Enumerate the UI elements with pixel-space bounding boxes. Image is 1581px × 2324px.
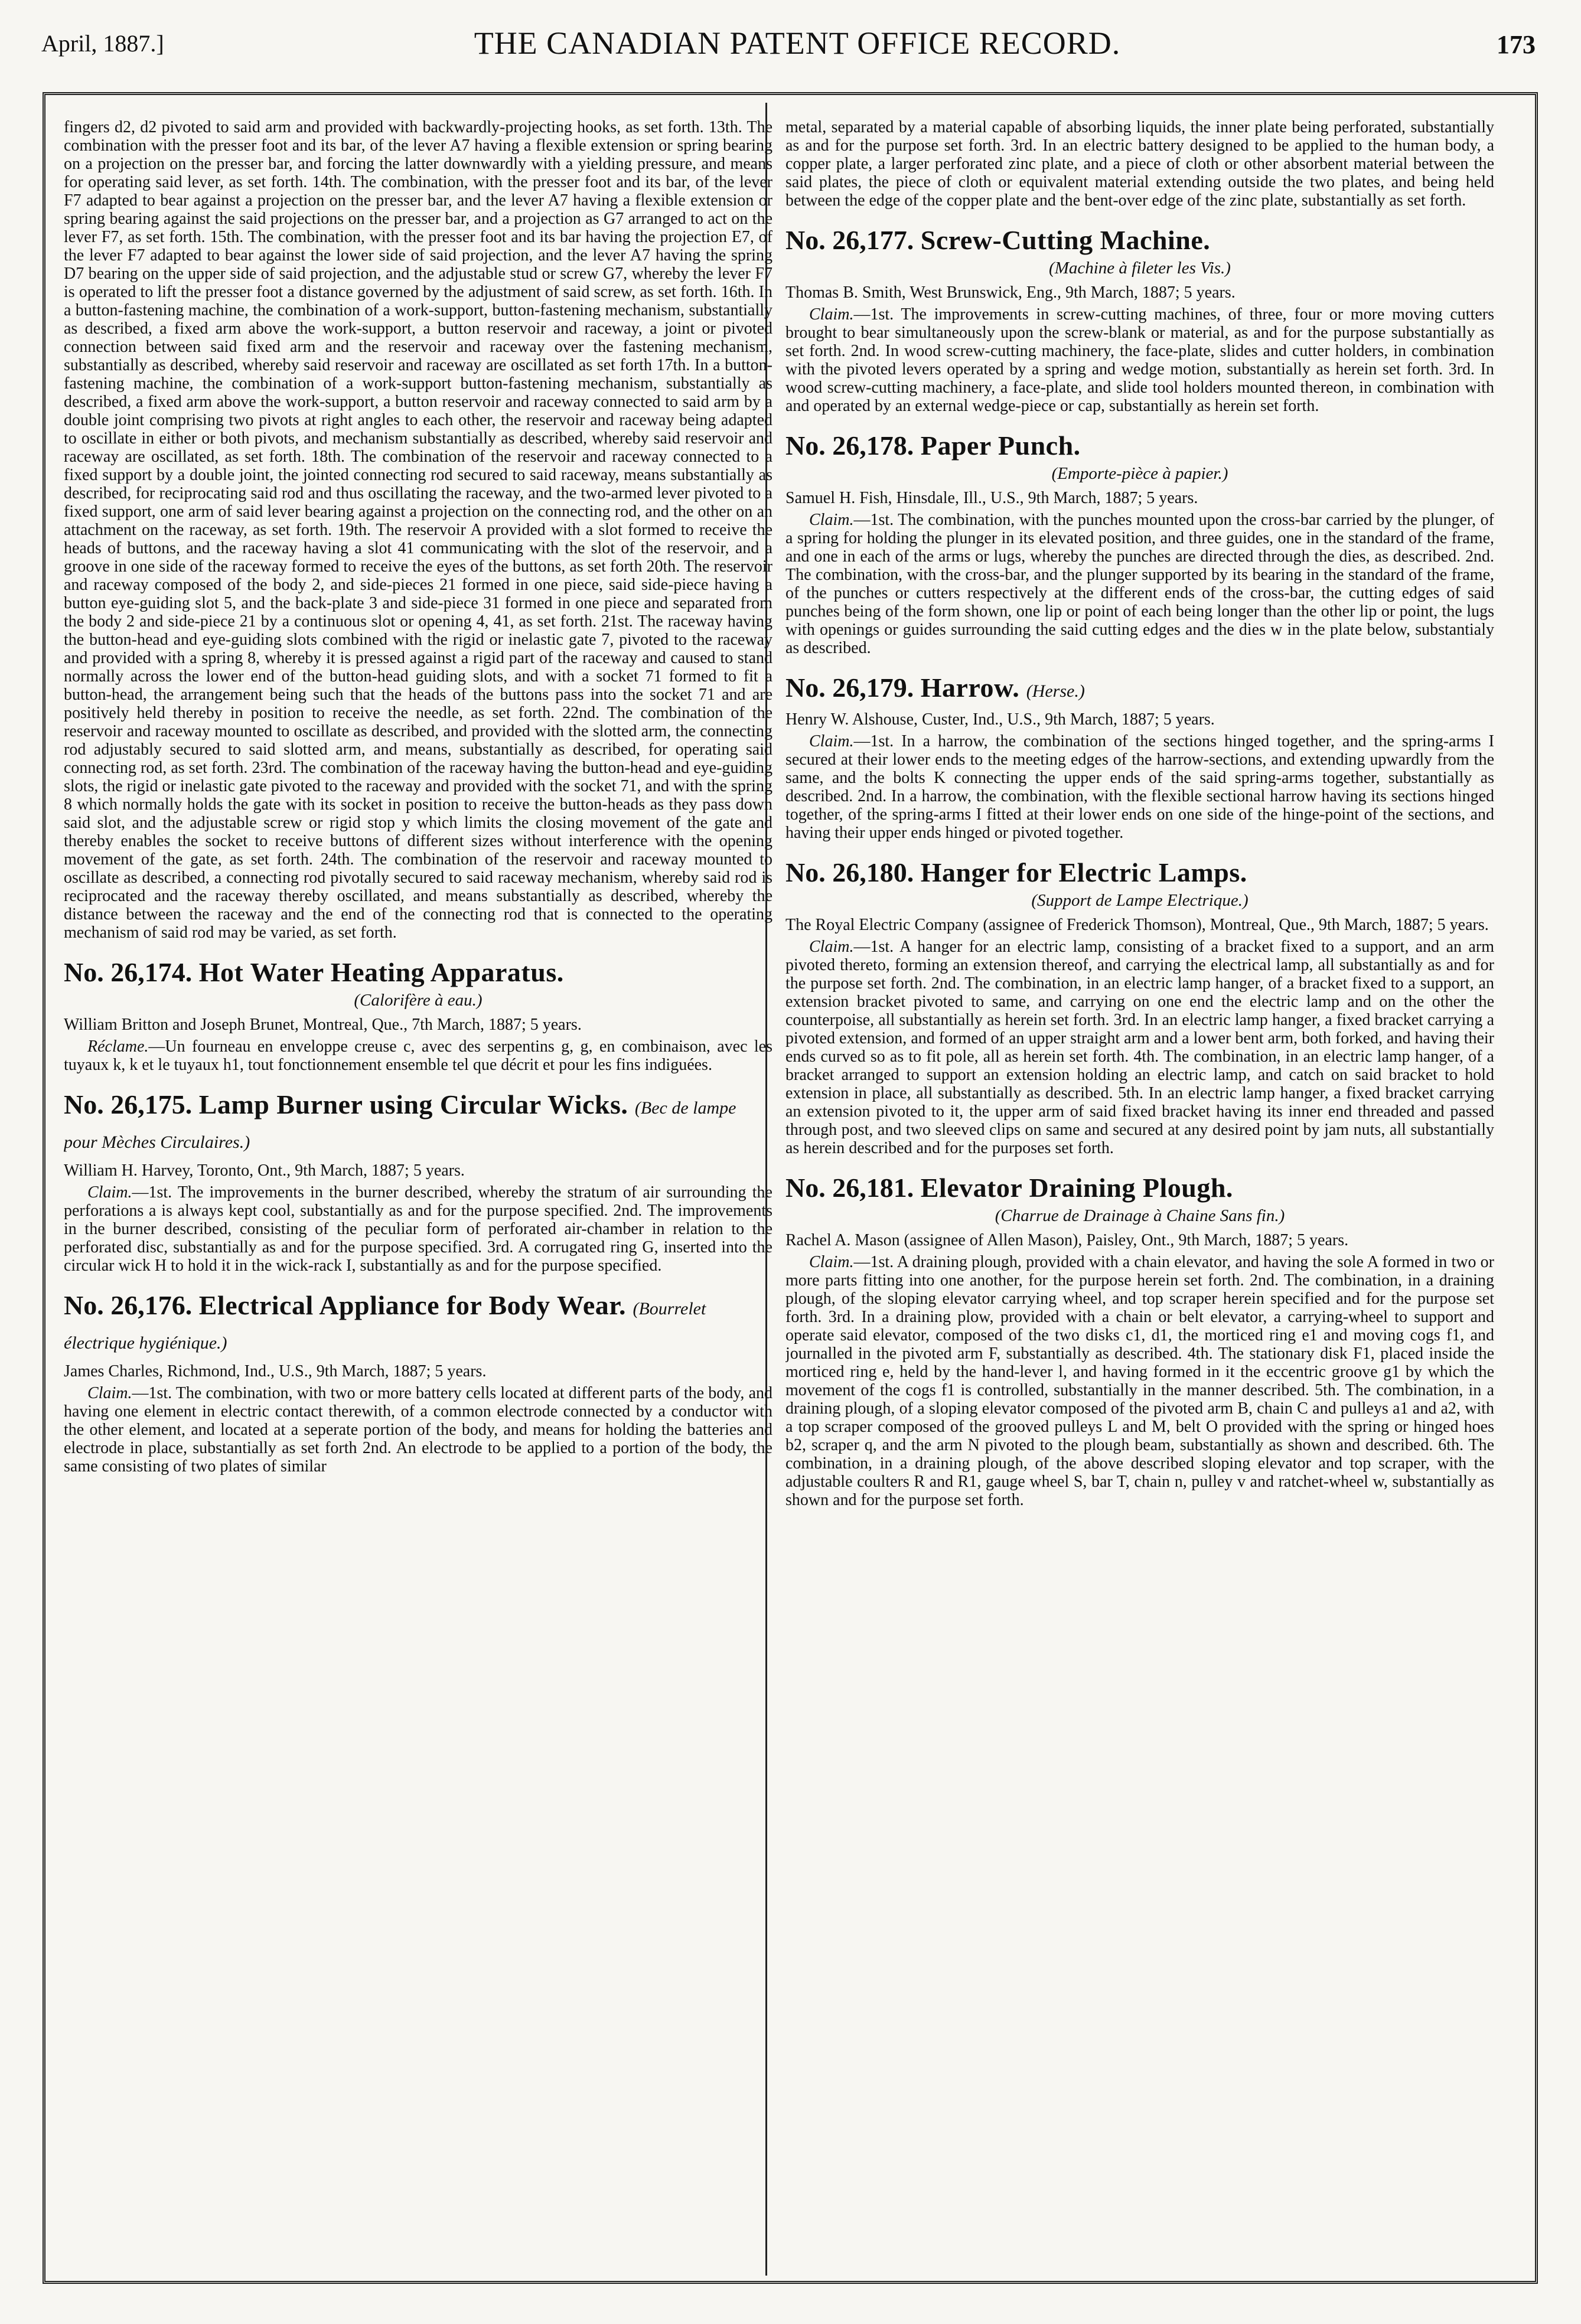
patent-number: No. 26,181. [785, 1173, 914, 1203]
french-title: (Emporte-pièce à papier.) [1051, 464, 1228, 483]
claim-body: —1st. The combination, with two or more battery cells located at different parts of the body, and having one element in electric contact therewith, of a common electrode connected by a conductor with the other element, and located at a seperate portion of the body, and means for holding the batteries and electrode in place, substantially as set forth 2nd. An electrode to be applied to a portion of the body, the same consisting of two plates of similar [64, 1384, 772, 1476]
right-column [785, 118, 1494, 2267]
claim-body: —1st. The improvements in screw-cutting machines, of three, four or more moving cutters brought to bear simultaneously upon the screw-blank or material, as and for the purpose substantially as set forth. 2nd. In wood screw-cutting machinery, the face-plate, slides and cutter holders, in combination with the pivoted levers operated by a spring and wedge motion, substantially as herein set forth. 3rd. In wood screw-cutting machinery, a face-plate, and slide tool holders mounted thereon, in combination with and operated by an external wedge-piece or cap, substantially as herein set forth. [785, 305, 1494, 415]
claim-body: —1st. The combination, with the punches mounted upon the cross-bar carried by the plunger, of a spring for holding the plunger in its elevated position, and three guides, one in the standard of the frame, and one in each of the arms or lugs, whereby the punches are directed through the dies, as described. 2nd. The combination, with the cross-bar, and the plunger supported by its bearing in the standard of the frame, of the punches or cutters respectively at the different ends of the cross-bar, the cutting edges of said punches being of the form shown, one lip or point of each being longer than the other lip or point, the lugs with openings or guides surrounding the said cutting edges and the dies w in the plate below, substantialy as described. [785, 511, 1494, 657]
entry-heading [785, 857, 1494, 888]
claim-label: Claim. [809, 732, 854, 750]
claim-label: Claim. [809, 305, 854, 324]
claim-text [64, 1037, 772, 1074]
patent-title: Hanger for Electric Lamps. [920, 857, 1247, 887]
claim-body: —1st. A hanger for an electric lamp, consisting of a bracket fixed to a support, and an arm pivoted thereto, forming an extension thereof, and carrying the electrical lamp, all substantially as and for the purpose set forth. 2nd. The combination, in an electric lamp hanger, of a bracket fixed to a support, an extension bracket pivoted to same, and carrying on one end the electric lamp and on the other the counterpoise, all substantially as herein set forth. 3rd. In an electric lamp hanger, a fixed bracket carrying a pivoted extension, and formed of an upper straight arm and a lower bent arm, both forked, and having their ends curved so as to fit pole, all as herein set forth. 4th. The combination, in an electric lamp hanger, of a bracket arranged to support an extension holding an electric lamp, and catch on said bracket to hold extension in place, all substantially as described. 5th. In an electric lamp hanger, a fixed bracket carrying an extension pivoted to it, the upper arm of said fixed bracket having its inner end threaded and passed through post, and two sleeved clips on same and secured at any desired point by jam nuts, all substantially as herein described and for the purposes set forth. [785, 938, 1494, 1157]
claim-text [785, 732, 1494, 842]
applicant-info: Thomas B. Smith, West Brunswick, Eng., 9th March, 1887; 5 years. [785, 283, 1236, 302]
page-header [41, 22, 1553, 70]
applicant-info: Henry W. Alshouse, Custer, Ind., U.S., 9th March, 1887; 5 years. [785, 710, 1215, 729]
patent-entry-26181 [785, 1173, 1494, 1509]
patent-entry-26174 [64, 957, 772, 1074]
claim-label: Claim. [87, 1183, 132, 1202]
patent-title: Electrical Appliance for Body Wear. [198, 1290, 626, 1320]
applicant-info: James Charles, Richmond, Ind., U.S., 9th March, 1887; 5 years. [64, 1362, 487, 1380]
publication-title: THE CANADIAN PATENT OFFICE RECORD. [474, 25, 1121, 61]
claim-text [64, 1183, 772, 1275]
patent-title: Lamp Burner using Circular Wicks. [198, 1089, 628, 1119]
claim-text [785, 938, 1494, 1157]
patent-number: No. 26,179. [785, 673, 914, 703]
applicant-info: Samuel H. Fish, Hinsdale, Ill., U.S., 9th March, 1887; 5 years. [785, 489, 1198, 507]
entry-heading [64, 1290, 772, 1359]
continued-claims-text: fingers d2, d2 pivoted to said arm and provided with backwardly-projecting hooks, as set forth. 13th. The combination with the presser foot and its bar, of the lever A7 having a flexible extension or spring bearing on a projection on the presser bar, and forcing the latter downwardly with a yielding pressure, and means for operating said lever, as set forth. 14th. The combination, with the presser foot and its bar, of the lever F7 adapted to bear against a projection on the presser bar, and the lever A7 having a flexible extension or spring bearing against the said projections on the presser bar, and a projection as G7 arranged to act on the lever F7, as set forth. 15th. The combination, with the presser foot and its bar having the projection E7, of the lever F7 adapted to bear against the lower side of said projection, and the lever A7 having the spring D7 bearing on the upper side of said projection, and the adjustable stud or screw G7, whereby the lever F7 is operated to lift the presser foot a distance governed by the adjustment of said screw, as set forth. 16th. In a button-fastening machine, the combination of a work-support, button-fastening mechanism, substantially as described, a fixed arm above the work-support, a button reservoir and raceway, a joint or pivoted connection between said fixed arm and the reservoir and raceway over the fastening mechanism, substantially as described, whereby said reservoir and raceway are oscillated as set forth 17th. In a button-fastening machine, the combination of a work-support button-fastening mechanism, substantially as described, a fixed arm above the work-support, a button reservoir and raceway connected to said arm by a double joint comprising two pivots at right angles to each other, the reservoir and raceway being adapted to oscillate in either or both pivots, and mechanism substantially as described, whereby said reservoir and raceway are oscillated, as set forth. 18th. The combination of the reservoir and raceway connected to a fixed support by a double joint, the jointed connecting rod secured to said raceway, means substantially as described, for reciprocating said rod and thus oscillating the raceway, and the two-armed lever pivoted to a fixed support, one arm of said lever bearing against a projection on the connecting rod, and the other on an attachment on the raceway, as set forth. 19th. The reservoir A provided with a slot formed to receive the heads of buttons, and the raceway having a slot 41 communicating with the slot of the reservoir, and a groove in one side of the raceway formed to receive the eyes of the buttons, as set forth 20th. The reservoir and raceway composed of the body 2, and side-pieces 21 formed in one piece, said side-piece having a button eye-guiding slot 5, and the back-plate 3 and side-piece 31 formed in one piece and separated from the body 2 and side-piece 21 by a continuous slot or opening 4, 41, as set forth. 21st. The raceway having the button-head and eye-guiding slots combined with the rigid or inelastic gate 7, pivoted to the raceway and provided with a spring 8, whereby it is pressed against a rigid part of the raceway and caused to stand normally across the lower end of the button-head guiding slots, and with a socket 71 formed to fit a button-head, the arrangement being such that the heads of the buttons pass into the socket 71 and are positively held thereby in position to receive the needle, as set forth. 22nd. The combination of the reservoir and raceway mounted to oscillate as described, and provided with the slotted arm, the connecting rod adjustably secured to said slotted arm, and means, substantially as described, for operating said connecting rod, as set forth. 23rd. The combination of the raceway having the button-head and eye-guiding slots, the rigid or inelastic gate pivoted to the raceway and provided with the socket 71, and with the spring 8 which normally holds the gate with its socket in position to receive the button-heads as they pass down said slot, and the adjustable screw or rigid stop y which limits the closing movement of the gate and thereby enables the socket to receive buttons of different sizes without interference with the opening movement of the gate, as set forth. 24th. The combination of the reservoir and raceway mounted to oscillate as described, a connecting rod pivotally secured to said raceway mechanism, whereby said rod is reciprocated and the raceway thereby oscillated, and means substantially as described, whereby the distance between the raceway and the end of the connecting rod that is connected to the operating mechanism of said rod may be varied, as set forth. [64, 118, 772, 942]
entry-heading [785, 673, 1494, 707]
patent-number: No. 26,176. [64, 1290, 193, 1320]
patent-title: Screw-Cutting Machine. [920, 225, 1211, 255]
claim-body: —Un fourneau en enveloppe creuse c, avec des serpentins g, g, en combinaison, avec les tuyaux k, k et le tuyaux h1, tout fonctionnement ensemble tel que décrit et pour les fins indiguées. [64, 1037, 772, 1074]
french-title: (Calorifère à eau.) [354, 991, 483, 1010]
left-column [64, 118, 772, 2267]
patent-number: No. 26,178. [785, 430, 914, 461]
issue-date: April, 1887.] [41, 30, 164, 57]
patent-number: No. 26,174. [64, 957, 193, 987]
patent-title: Elevator Draining Plough. [920, 1173, 1233, 1203]
claim-text [785, 1253, 1494, 1509]
claim-label: Claim. [87, 1384, 132, 1402]
entry-heading [64, 1089, 772, 1158]
patent-title: Harrow. [920, 673, 1020, 703]
claim-body: —1st. A draining plough, provided with a chain elevator, and having the sole A formed in two or more parts fitting into one another, for the purpose herein set forth. 2nd. The combination, in a draining plough, of the sloping elevator carrying wheel, and top scraper herein specified and for the purpose set forth. 3rd. In a draining plow, provided with a chain or belt elevator, a carrying-wheel to support and operate said elevator, composed of the two disks c1, d1, the morticed ring e1 and moving cogs f1, and journalled in the pivoted arm F, substantially as described. 4th. The stationary disk F1, placed inside the morticed ring e, held by the hand-lever l, and having formed in it the eccentric groove g1 by which the movement of the cogs f1 is controlled, substantially in the manner described. 5th. The combination, in a draining plough, of a sloping elevator composed of the pivoted arm B, chain C and pulleys a1 and a2, with a top scraper composed of the grooved pulleys L and M, belt O provided with the spring or hinged hoes b2, scraper q, and the arm N pivoted to the plough beam, substantially as shown and described. 6th. The combination, in a draining plough, of the above described sloping elevator and top scraper, with the adjustable coulters R and R1, gauge wheel S, bar T, chain n, pulley v and ratchet-wheel w, substantially as shown and for the purpose set forth. [785, 1253, 1494, 1509]
patent-title: Hot Water Heating Apparatus. [198, 957, 564, 987]
claim-label: Claim. [809, 511, 854, 529]
entry-heading [64, 957, 772, 988]
patent-number: No. 26,177. [785, 225, 914, 255]
claim-body: —1st. In a harrow, the combination of the sections hinged together, and the spring-arms I secured at their lower ends to the meeting edges of the harrow-sections, and extending upwardly from the same, and the bolts K connecting the upper ends of the said spring-arms together, substantially as described. 2nd. In a harrow, the combination, with the flexible sectional harrow having its sections hinged together, of the spring-arms I fitted at their lower ends on one side of the hinge-point of the sections, and having their upper ends hinged or pivoted together. [785, 732, 1494, 842]
patent-entry-26177 [785, 225, 1494, 415]
entry-heading [785, 1173, 1494, 1203]
claim-label: Claim. [809, 1253, 854, 1271]
patent-entry-26179 [785, 673, 1494, 842]
french-title: (Charrue de Drainage à Chaine Sans fin.) [995, 1206, 1285, 1225]
entry-heading [785, 430, 1494, 461]
applicant-info: William Britton and Joseph Brunet, Montreal, Que., 7th March, 1887; 5 years. [64, 1016, 582, 1034]
claim-label: Claim. [809, 938, 854, 956]
claim-text [785, 511, 1494, 657]
french-title: (Herse.) [1026, 681, 1085, 701]
page-number: 173 [1497, 30, 1536, 59]
entry-heading [785, 225, 1494, 256]
patent-entry-26178 [785, 430, 1494, 657]
french-title: (Bec de lampe pour Mèches Circulaires.) [64, 1098, 736, 1152]
patent-number: No. 26,180. [785, 857, 914, 887]
claim-label: Réclame. [87, 1037, 149, 1056]
french-title: (Machine à fileter les Vis.) [1049, 259, 1231, 278]
patent-entry-26180 [785, 857, 1494, 1157]
french-title: (Bourrelet électrique hygiénique.) [64, 1299, 706, 1353]
patent-title: Paper Punch. [920, 430, 1081, 461]
patent-entry-26175 [64, 1089, 772, 1275]
claim-body: —1st. The improvements in the burner described, whereby the stratum of air surrounding the perforations a is always kept cool, substantially as and for the purpose specified. 2nd. The improvements in the burner described, consisting of the peculiar form of perforated air-chamber in relation to the perforated disc, substantially as and for the purpose specified. 3rd. A corrugated ring G, inserted into the circular wick H to hold it in the wick-rack I, substantially as and for the purpose specified. [64, 1183, 772, 1275]
continued-claims-text: metal, separated by a material capable of absorbing liquids, the inner plate being perforated, substantially as and for the purpose set forth. 3rd. In an electric battery designed to be applied to the human body, a copper plate, a larger perforated zinc plate, and a piece of cloth or other absorbent material between the said plates, the piece of cloth or equivalent material extending outside the two plates, and being held between the edge of the copper plate and the bent-over edge of the zinc plate, substantially as set forth. [785, 118, 1494, 210]
applicant-info: The Royal Electric Company (assignee of Frederick Thomson), Montreal, Que., 9th March, 1887; 5 years. [785, 916, 1489, 934]
applicant-info: Rachel A. Mason (assignee of Allen Mason), Paisley, Ont., 9th March, 1887; 5 years. [785, 1231, 1349, 1249]
patent-entry-26176 [64, 1290, 772, 1476]
french-title: (Support de Lampe Electrique.) [1031, 891, 1248, 910]
applicant-info: William H. Harvey, Toronto, Ont., 9th March, 1887; 5 years. [64, 1161, 465, 1180]
claim-text [64, 1384, 772, 1476]
patent-number: No. 26,175. [64, 1089, 193, 1119]
claim-text [785, 305, 1494, 415]
